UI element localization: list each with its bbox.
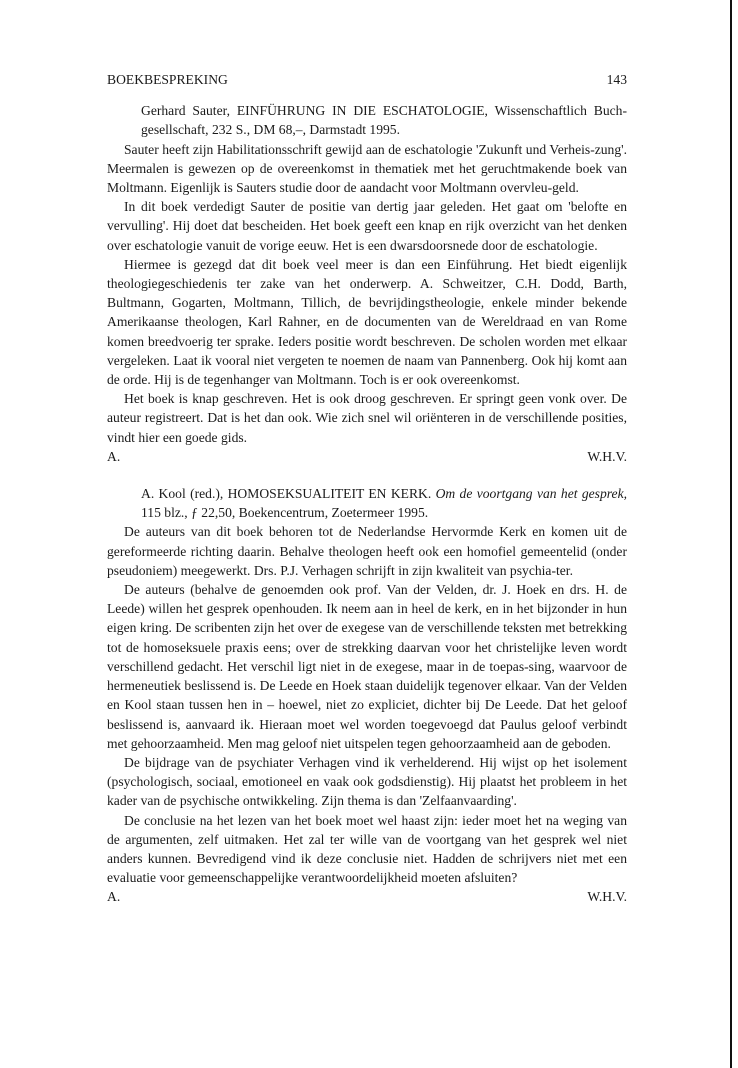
reference-author-title: A. Kool (red.), HOMOSEKSUALITEIT EN KERK. (141, 486, 432, 502)
review-1-paragraph: Sauter heeft zijn Habilitationsschrift gewijd aan de eschatologie 'Zukunft und Verheis-zung'. Meermalen is gewezen op de overeenkomst in thematiek met het geruchtmakende boek van Moltmann. Eigenlijk is Sauters studie door de aandacht voor Moltmann overvleu-geld. (107, 141, 627, 196)
review-2 (107, 484, 627, 906)
signature-author: W.H.V. (587, 448, 627, 464)
reference-subtitle: Om de voortgang van het gesprek, (435, 486, 628, 502)
signature-initial: A. (107, 448, 121, 464)
page-number: 143 (606, 72, 627, 87)
reference-details: 115 blz., ƒ 22,50, Boekencentrum, Zoetermeer 1995. (141, 505, 429, 521)
review-1-reference: Gerhard Sauter, EINFÜHRUNG IN DIE ESCHATOLOGIE, Wissenschaftlich Buch-gesellschaft, 232 S., DM 68,–, Darmstadt 1995. (141, 103, 627, 138)
signature-initial: A. (107, 889, 121, 905)
review-2-paragraph: De auteurs van dit boek behoren tot de Nederlandse Hervormde Kerk en komen uit de gereformeerde richting daarin. Behalve theologen heeft ook een homofiel gemeentelid (onder pseudoniem) meegewerkt. Drs. P.J. Verhagen schrijft in zijn kwaliteit van psychia-ter. (107, 524, 627, 578)
review-2-paragraph: De conclusie na het lezen van het boek moet wel haast zijn: ieder moet het na weging van de argumenten, zelf uitmaken. Het zal ter wille van de voortgang van het gesprek wel niet anders kunnen. Bevredigend vind ik deze conclusie niet. Hadden de schrijvers niet met een evaluatie voor gemeenschappelijke verantwoordelijkheid moeten afsluiten? (107, 812, 627, 886)
review-1-paragraph: Hiermee is gezegd dat dit boek veel meer is dan een Einführung. Het biedt eigenlijk theologiegeschiedenis ter zake van het onderwerp. A. Schweitzer, C.H. Dodd, Barth, Bultmann, Gogarten, Moltmann, Tillich, de bevrijdingstheologie, enkele minder bekende Amerikaanse theologen, Karl Rahner, en de documenten van de Wereldraad en van Rome komen breedvoerig ter sprake. Ieders positie wordt beschreven. De scholen worden met elkaar vergeleken. Laat ik vooral niet vergeten te noemen de naam van Pannenberg. Ook hij komt aan de orde. Hij is de tegenhanger van Moltmann. Toch is er ook overeenkomst. (107, 256, 627, 388)
scan-edge-line (730, 0, 732, 1068)
running-header (107, 70, 627, 89)
page (107, 70, 627, 907)
section-title: BOEKBESPREKING (107, 72, 228, 87)
review-2-signature (107, 887, 627, 906)
review-2-paragraph: De bijdrage van de psychiater Verhagen vind ik verhelderend. Hij wijst op het isolement (psychologisch, sociaal, emotioneel en vaak ook godsdienstig). Hij plaatst het probleem in het kader van de psychische ontwikkeling. Zijn thema is dan 'Zelfaanvaarding'. (107, 754, 627, 809)
review-1-paragraph: In dit boek verdedigt Sauter de positie van dertig jaar geleden. Het gaat om 'belofte en vervulling'. Hij doet dat bescheiden. Het boek geeft een knap en rijk overzicht van het denken over eschatologie vanuit de vorige eeuw. Het is een dwarsdoorsnede door de eschatologie. (107, 199, 627, 253)
signature-author: W.H.V. (587, 889, 627, 905)
review-1-paragraph: Het boek is knap geschreven. Het is ook droog geschreven. Er springt geen vonk over. De auteur registreert. Dat is het dan ook. Wie zich snel wil oriënteren in de verschillende posities, vindt hier een goede gids. (107, 391, 627, 445)
review-2-reference (107, 484, 627, 522)
review-2-paragraph: De auteurs (behalve de genoemden ook prof. Van der Velden, dr. J. Hoek en drs. H. de Leede) willen het gesprek openhouden. Ik neem aan in heel de kerk, en in het bijzonder in hun eigen kring. De scribenten zijn het over de exegese van de verschillende teksten met betrekking tot de homoseksuele praxis eens; over de strekking daarvan voor het christelijke leven wordt verschillend gedacht. Het verschil ligt niet in de exegese, maar in de toepas-sing, waarvoor de hermeneutiek beslissend is. De Leede en Hoek staan duidelijk tegenover elkaar. Van der Velden en Kool staan tussen hen in – hoewel, niet zo expliciet, dichter bij De Leede. Dat het geloof beslissend is, aanvaard ik. Hieraan moet wel worden toegevoegd dat Paulus geloof verbindt met gehoorzaamheid. Men mag geloof niet uitspelen tegen gehoorzaamheid aan de geboden. (107, 582, 627, 751)
review-1-signature (107, 447, 627, 466)
review-1 (107, 101, 627, 466)
